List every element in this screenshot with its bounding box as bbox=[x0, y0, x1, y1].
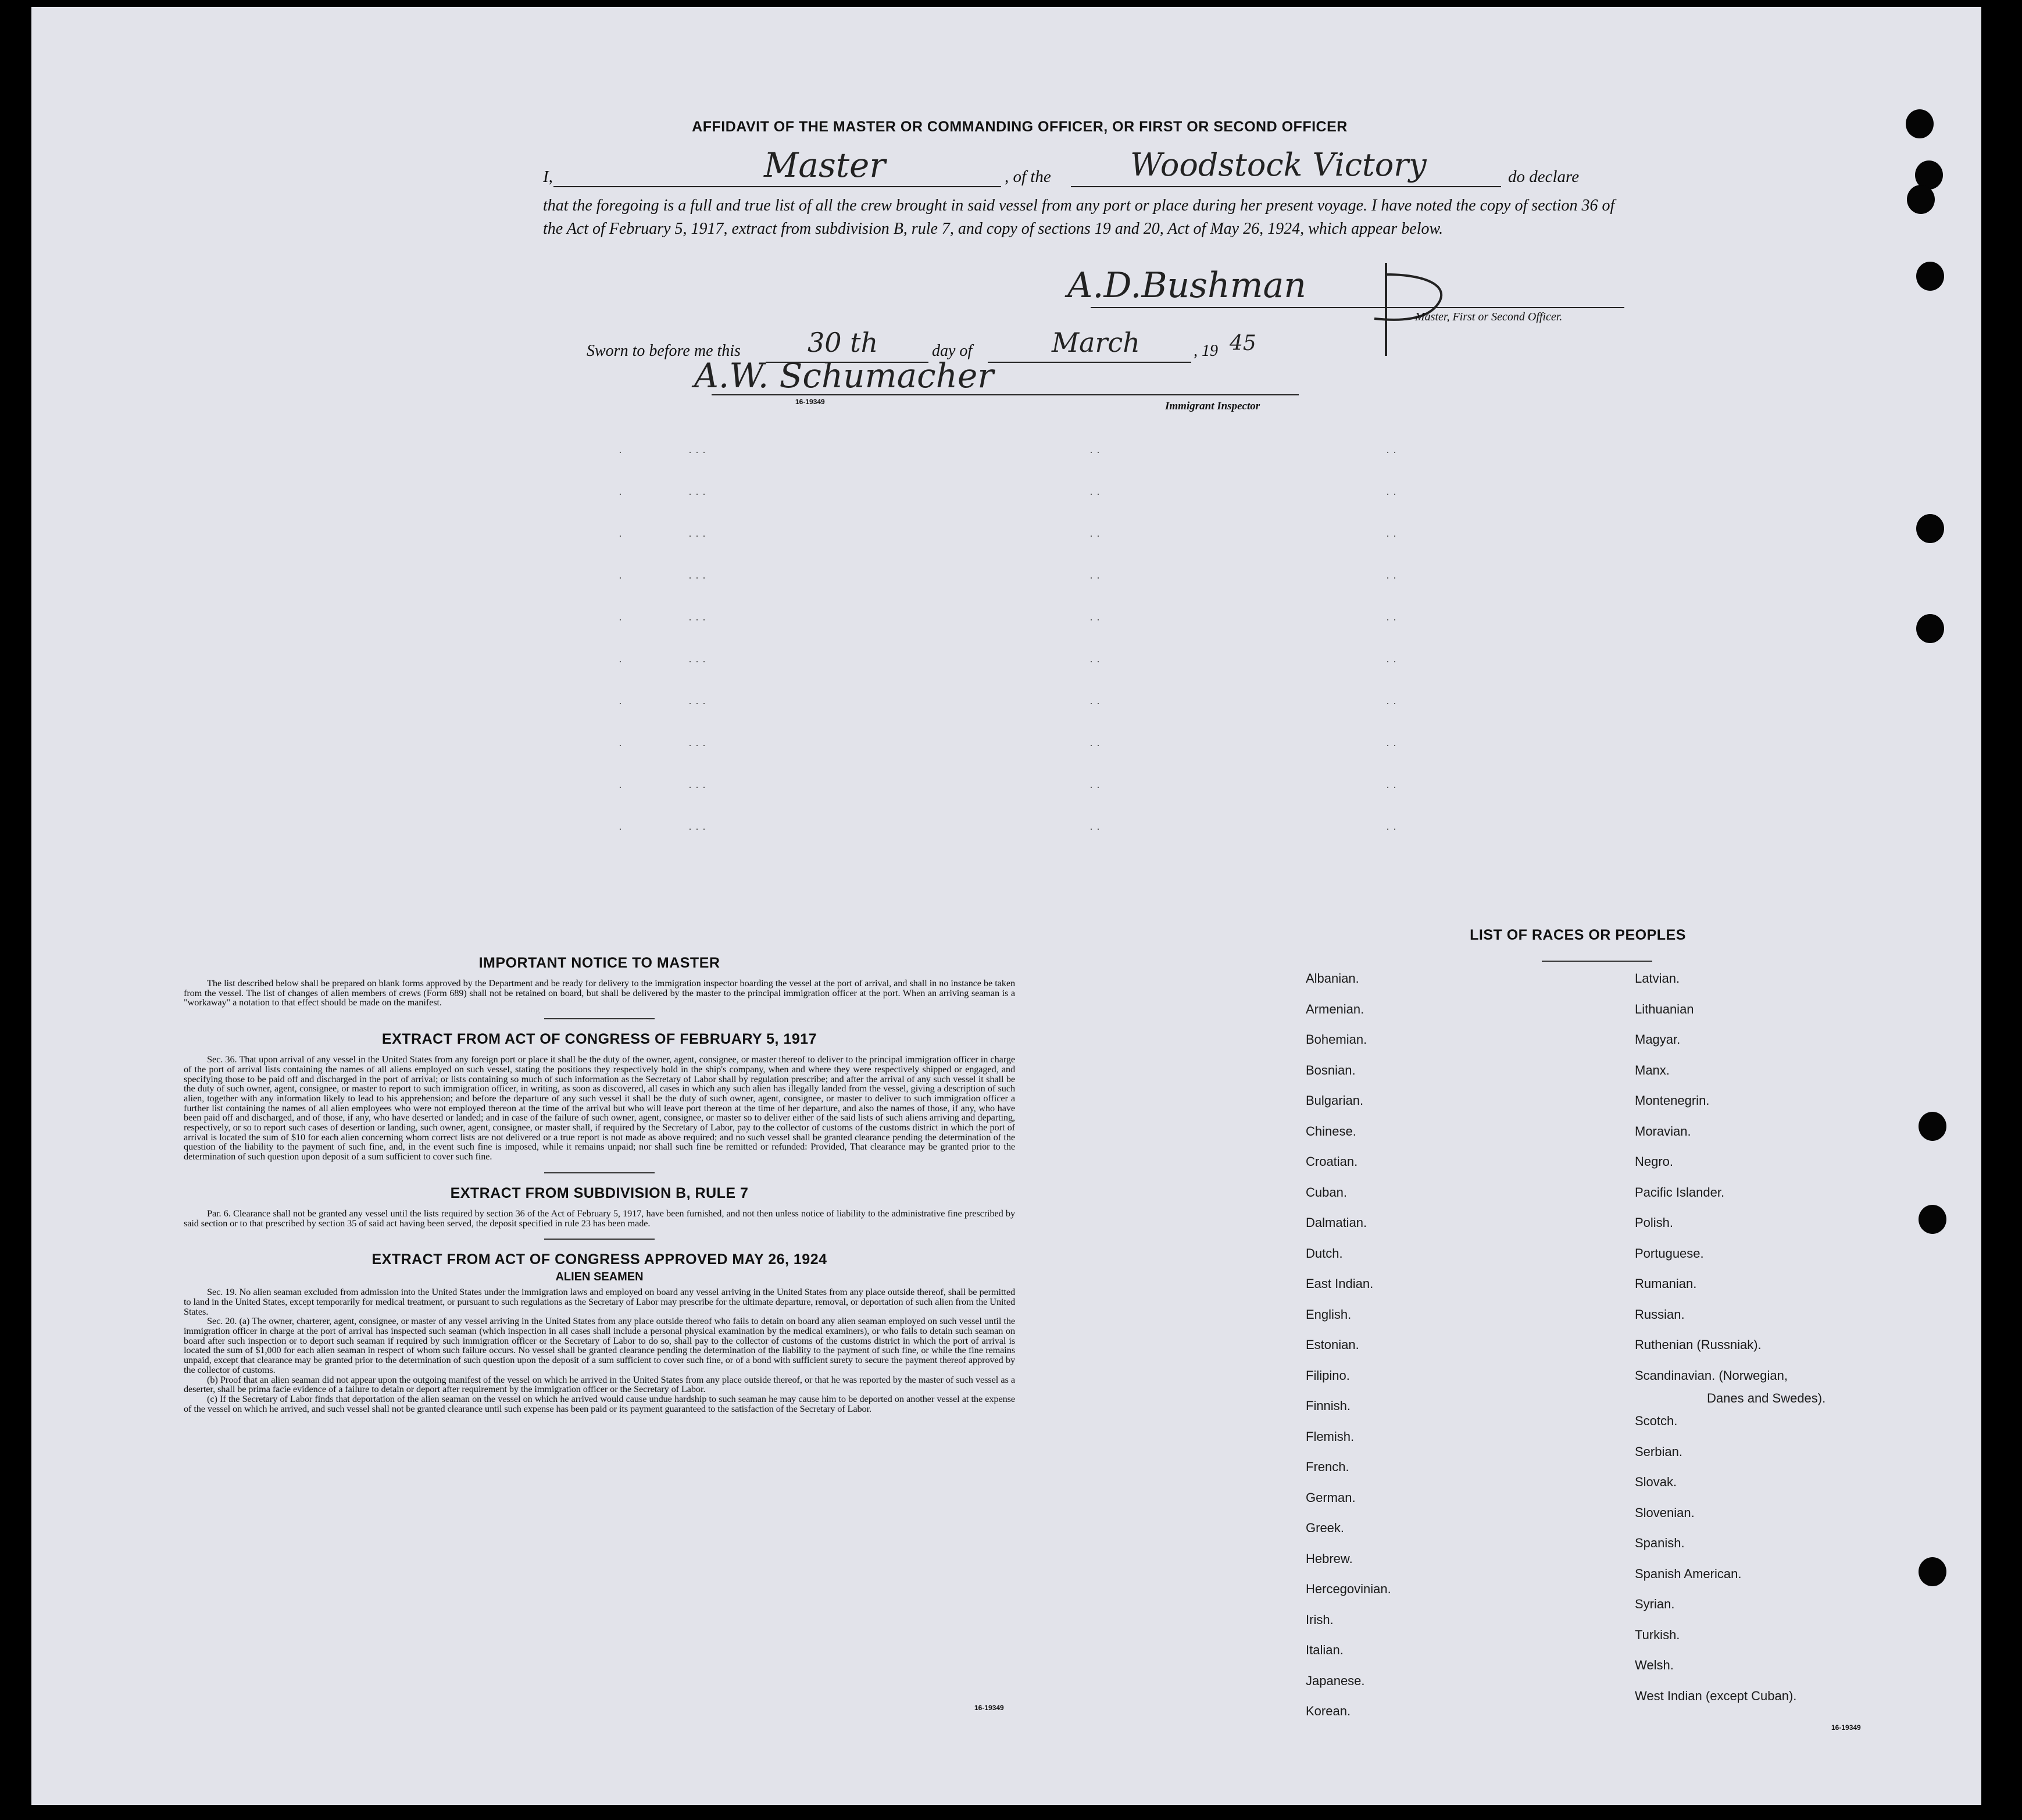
race-item: Hercegovinian. bbox=[1306, 1582, 1391, 1596]
divider bbox=[544, 1172, 655, 1173]
punch-hole bbox=[1916, 614, 1944, 643]
extract2-title: EXTRACT FROM SUBDIVISION B, RULE 7 bbox=[450, 1184, 749, 1201]
race-item: Dalmatian. bbox=[1306, 1215, 1367, 1230]
race-item: Finnish. bbox=[1306, 1398, 1351, 1413]
races-divider bbox=[1542, 961, 1652, 962]
race-item: Bohemian. bbox=[1306, 1032, 1367, 1047]
race-item: Russian. bbox=[1635, 1307, 1685, 1322]
notice-text: The list described below shall be prepared on blank forms approved by the Department and be ready for delivery to the immigration inspector boarding the vessel at the port of arrival, and shall in no instance be taken from the vessel. The list of changes of alien members of crews (Form 689) shall not be retained on board, but shall be delivered by the master to the principal immigration officer at the port. When an arriving seaman is a "workaway" a notation to that effect should be made on the manifest. bbox=[184, 977, 1015, 1008]
race-item: Slovenian. bbox=[1635, 1505, 1695, 1520]
race-item: Spanish. bbox=[1635, 1536, 1685, 1550]
punch-hole bbox=[1916, 262, 1944, 291]
race-item: Filipino. bbox=[1306, 1368, 1350, 1383]
race-item: Korean. bbox=[1306, 1704, 1351, 1718]
inspector-caption: Immigrant Inspector bbox=[1165, 400, 1260, 412]
punch-hole bbox=[1907, 185, 1935, 214]
race-item-continuation: Danes and Swedes). bbox=[1707, 1391, 1826, 1405]
race-item: Albanian. bbox=[1306, 971, 1359, 986]
year-prefix-label: , 19 bbox=[1194, 342, 1218, 360]
race-item: Ruthenian (Russniak). bbox=[1635, 1337, 1762, 1352]
race-item: Flemish. bbox=[1306, 1429, 1355, 1444]
officer-caption: Master, First or Second Officer. bbox=[1415, 311, 1563, 323]
extract3-title: EXTRACT FROM ACT OF CONGRESS APPROVED MAY 26, 1924 bbox=[371, 1251, 827, 1268]
form-sheet bbox=[31, 7, 1981, 1805]
punch-hole bbox=[1919, 1557, 1946, 1586]
inspector-signature-line bbox=[712, 394, 1299, 395]
race-item: Welsh. bbox=[1635, 1658, 1674, 1672]
race-item: Pacific Islander. bbox=[1635, 1184, 1725, 1200]
punch-hole bbox=[1919, 1112, 1946, 1141]
notice-title: IMPORTANT NOTICE TO MASTER bbox=[478, 955, 720, 971]
inspector-signature: A.W. Schumacher bbox=[694, 356, 994, 395]
day-of-label: day of bbox=[932, 342, 973, 360]
dot-leader-column: · · · · · · · · · · bbox=[619, 447, 626, 835]
race-item: Scandinavian. (Norwegian, bbox=[1635, 1368, 1788, 1383]
sworn-day-handwriting: 30 th bbox=[808, 327, 878, 358]
race-item: Irish. bbox=[1306, 1612, 1334, 1627]
sworn-month-handwriting: March bbox=[1052, 327, 1140, 358]
sec20c-text: (c) If the Secretary of Labor finds that deportation of the alien seaman on the vessel on which he arrived would cause undue hardship to such seaman he may cause him to be deported on another vessel at the expense of the vessel on which he arrived, and such vessel shall not be granted clearance until such expense has been paid or its payment guaranteed to the satisfaction of the Secretary of Labor. bbox=[184, 1393, 1015, 1414]
officer-signature: A.D.Bushman bbox=[1067, 265, 1306, 306]
affidavit-declaration-text: that the foregoing is a full and true list of all the crew brought in said vessel from any port or place during her present voyage. I have noted the copy of section 36 of the Act of February 5, 1917, extract from subdivision B, rule 7, and copy of sections 19 and 20, Act of May 26, 1924, which appear below. bbox=[543, 197, 1615, 238]
sec20a-text: Sec. 20. (a) The owner, charterer, agent, consignee, or master of any vessel arriving in the United States from any place outside thereof who fails to detain on board any alien seaman employed on such vessel until the immigration officer in charge at the port of arrival has inspected such seaman (which inspection in all cases shall include a personal physical examination by the medical examiners), or who fails to detain such seaman on board after such inspection or to deport such seaman if required by such immigration officer or the Secretary of Labor to do so, shall pay to the collector of customs of the customs district in which the port of arrival is located the sum of $1,000 for each alien seaman in respect of whom such failure occurs. No vessel shall be granted clearance pending the determination of the liability to the payment of such fine, or while the fine remains unpaid, except that clearance may be granted prior to the determination of such question upon the deposit of a sum sufficient to cover such fine, or of a bond with sufficient surety to secure the payment thereof approved by the collector of customs. bbox=[184, 1315, 1015, 1375]
race-item: French. bbox=[1306, 1459, 1349, 1474]
sec19-text: Sec. 19. No alien seaman excluded from admission into the United States under the immigration laws and employed on board any vessel arriving in the United States from any place outside thereof, shall be permitted to land in the United States, except temporarily for medical treatment, or pursuant to such regulations as the Secretary of Labor may prescribe for the ultimate departure, removal, or deportation of such alien from the United States. bbox=[184, 1286, 1015, 1317]
race-item: English. bbox=[1306, 1307, 1352, 1322]
race-item: Syrian. bbox=[1635, 1597, 1675, 1611]
dot-leader-column: ·· ·· ·· ·· ·· ·· ·· ·· ·· ·· bbox=[1386, 447, 1400, 835]
year-handwriting: 45 bbox=[1230, 331, 1256, 355]
race-item: Negro. bbox=[1635, 1154, 1674, 1169]
race-item: Croatian. bbox=[1306, 1154, 1358, 1169]
race-item: Bosnian. bbox=[1306, 1062, 1356, 1077]
races-title: LIST OF RACES OR PEOPLES bbox=[1470, 927, 1686, 943]
race-item: Serbian. bbox=[1635, 1444, 1682, 1459]
notice-form-number: 16-19349 bbox=[974, 1704, 1004, 1712]
dot-leader-column: ··· ··· ··· ··· ··· ··· ··· ··· ··· ··· bbox=[688, 447, 709, 835]
race-item: Italian. bbox=[1306, 1643, 1344, 1657]
i-label: I, bbox=[543, 167, 553, 186]
race-item: Dutch. bbox=[1306, 1246, 1343, 1261]
dot-leader-column: ·· ·· ·· ·· ·· ·· ·· ·· ·· ·· bbox=[1089, 447, 1103, 835]
race-item: East Indian. bbox=[1306, 1276, 1374, 1291]
sworn-label: Sworn to before me this bbox=[587, 342, 741, 360]
races-form-number: 16-19349 bbox=[1831, 1723, 1861, 1732]
race-item: Turkish. bbox=[1635, 1627, 1680, 1642]
affidavit-declaration-line bbox=[543, 145, 1624, 193]
race-item: Hebrew. bbox=[1306, 1551, 1353, 1566]
punch-hole bbox=[1919, 1205, 1946, 1234]
race-item: Polish. bbox=[1635, 1215, 1674, 1230]
race-item: Magyar. bbox=[1635, 1032, 1681, 1047]
race-item: Japanese. bbox=[1306, 1673, 1365, 1688]
race-item: Spanish American. bbox=[1635, 1566, 1742, 1581]
sec20b-text: (b) Proof that an alien seaman did not appear upon the outgoing manifest of the vessel on which he arrived in the United States from any place outside thereof, or that he was reported by the master of such vessel as a deserter, shall be prima facie evidence of a failure to detain or deport after requirement by the immigration officer or the Secretary of Labor. bbox=[184, 1373, 1015, 1395]
race-item: Rumanian. bbox=[1635, 1276, 1697, 1291]
do-declare-label: do declare bbox=[1508, 167, 1580, 186]
extract3-subtitle: ALIEN SEAMEN bbox=[555, 1271, 644, 1284]
extract1-title: EXTRACT FROM ACT OF CONGRESS OF FEBRUARY 5, 1917 bbox=[381, 1031, 817, 1048]
officer-signature-line bbox=[1091, 307, 1624, 308]
notice-section bbox=[184, 955, 1015, 1414]
race-item: Moravian. bbox=[1635, 1123, 1691, 1139]
race-item: Portuguese. bbox=[1635, 1246, 1704, 1261]
punch-hole bbox=[1916, 514, 1944, 543]
race-item: Estonian. bbox=[1306, 1337, 1359, 1352]
race-item: Slovak. bbox=[1635, 1475, 1677, 1489]
race-item: West Indian (except Cuban). bbox=[1635, 1688, 1797, 1703]
race-item: Armenian. bbox=[1306, 1001, 1364, 1016]
race-item: Latvian. bbox=[1635, 971, 1680, 986]
officer-rank-handwriting: Master bbox=[764, 145, 886, 185]
divider bbox=[544, 1239, 655, 1240]
extract2-text: Par. 6. Clearance shall not be granted any vessel until the lists required by section 36 of the Act of February 5, 1917, have been furnished, and not then unless notice of liability to the administrative fine prescribed by said section or to that prescribed by section 35 of said act having been served, the deposit specified in rule 23 has been made. bbox=[184, 1207, 1015, 1229]
punch-hole bbox=[1906, 109, 1934, 138]
race-item: Chinese. bbox=[1306, 1123, 1356, 1139]
race-item: Lithuanian bbox=[1635, 1001, 1694, 1016]
divider bbox=[544, 1018, 655, 1019]
race-item: Cuban. bbox=[1306, 1184, 1347, 1200]
of-the-label: , of the bbox=[1005, 167, 1051, 186]
race-item: Montenegrin. bbox=[1635, 1093, 1710, 1108]
race-item: Manx. bbox=[1635, 1062, 1670, 1077]
race-item: Greek. bbox=[1306, 1521, 1345, 1535]
extract1-text: Sec. 36. That upon arrival of any vessel in the United States from any foreign port or place it shall be the duty of the owner, agent, consignee, or master thereof to deliver to the principal immigration officer in charge of the port of arrival lists containing the names of all aliens employed on such vessel, stating the positions they respectively hold in the ship's company, when and where they were respectively shipped or engaged, and specifying those to be paid off and discharged in the port of arrival; or lists containing so much of such information as the Secretary of Labor shall by regulation prescribe; and after the arrival of any such vessel it shall be the duty of such owner, agent, consignee, or master to report to such immigration officer, in writing, as soon as discovered, all cases in which any such alien has illegally landed from the vessel, giving a description of such alien, together with any information likely to lead to his apprehension; and before the departure of any such vessel it shall be the duty of such owner, agent, consignee, or master to deliver to such immigration officer a further list containing the names of all alien employees who were not employed thereon at the time of the arrival but who will leave port thereon at the time of her departure, and also the names of those, if any, who have been paid off and discharged, and of those, if any, who have deserted or landed; and in case of the failure of such owner, agent, consignee, or master so to deliver either of the said lists of such aliens arriving and departing, respectively, or so to report such cases of desertion or landing, such owner, agent, consignee, or master shall, if required by the Secretary of Labor, pay to the collector of customs of the customs district in which the port of arrival is located the sum of $10 for each alien concerning whom correct lists are not delivered or a true report is not made as above required; and no such vessel shall be granted clearance pending the determination of the question of the liability to the payment of such fine, and, in the event such fine is imposed, while it remains unpaid; nor shall such fine be remitted or refunded: Provided, That clearance may be granted prior to the determination of such question upon deposit of a sum sufficient to cover such fine. bbox=[184, 1054, 1015, 1162]
race-item: German. bbox=[1306, 1490, 1356, 1505]
affidavit-title: AFFIDAVIT OF THE MASTER OR COMMANDING OFFICER, OR FIRST OR SECOND OFFICER bbox=[692, 119, 1348, 135]
race-item: Bulgarian. bbox=[1306, 1093, 1364, 1108]
race-item: Scotch. bbox=[1635, 1414, 1678, 1428]
vessel-name-handwriting: Woodstock Victory bbox=[1130, 147, 1427, 183]
affidavit-form-number: 16-19349 bbox=[795, 398, 825, 406]
